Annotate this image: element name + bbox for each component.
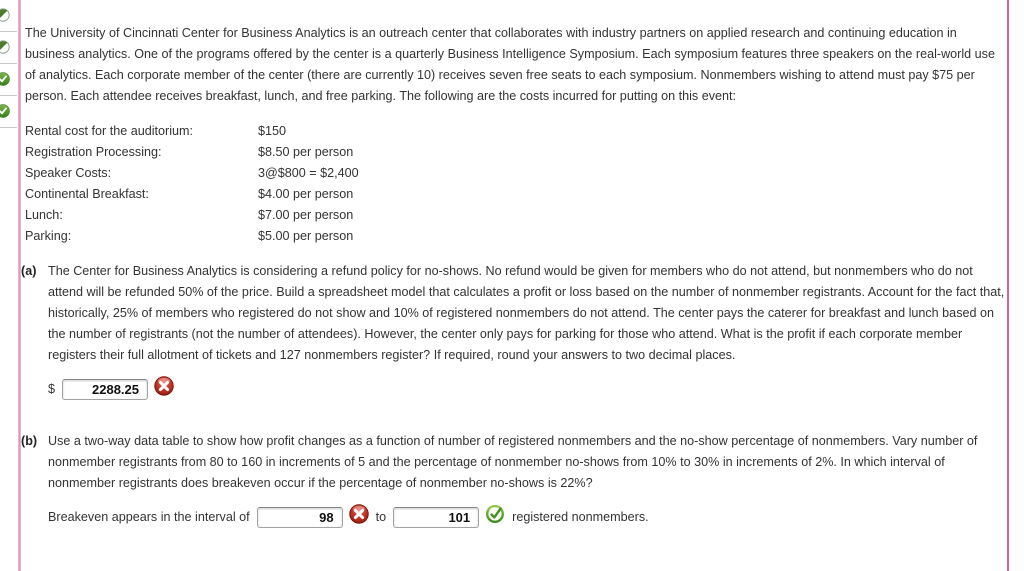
incorrect-icon: [154, 376, 174, 396]
currency-prefix: $: [48, 382, 56, 396]
status-item-2[interactable]: [0, 32, 17, 64]
cost-value: $150: [258, 124, 287, 138]
cost-label: Parking:: [25, 229, 72, 243]
part-b: [21, 431, 1006, 494]
breakeven-prefix: Breakeven appears in the interval of: [48, 510, 250, 524]
status-item-3[interactable]: [0, 64, 17, 96]
breakeven-lower-input[interactable]: [257, 507, 343, 528]
question-content: [21, 0, 1006, 528]
incorrect-icon: [349, 504, 369, 524]
cost-value: 3@$800 = $2,400: [258, 166, 359, 180]
interval-connector: to: [375, 510, 387, 524]
cost-value: $8.50 per person: [258, 145, 354, 159]
breakeven-suffix: registered nonmembers.: [512, 510, 649, 524]
cost-row: [25, 184, 1006, 205]
partial-credit-icon: [0, 8, 10, 22]
cost-row: [25, 226, 1006, 247]
cost-row: [25, 163, 1006, 184]
part-a: [21, 261, 1006, 366]
part-b-label: (b): [21, 434, 38, 448]
cost-row: [25, 205, 1006, 226]
part-a-label: (a): [21, 264, 37, 278]
part-b-text: Use a two-way data table to show how profit changes as a function of number of registered nonmembers and the no-show percentage of nonmembers. Vary number of nonmember registrants from 80 to 160 in increments of 5 and the percentage of nonmember no-shows from 10% to 30% in increments of 2%. In which interval of nonmember registrants does breakeven occur if the percentage of nonmember no-shows is 22%?: [48, 434, 978, 490]
part-b-answer-row: [48, 507, 1006, 528]
cost-value: $4.00 per person: [258, 187, 354, 201]
cost-label: Registration Processing:: [25, 145, 162, 159]
cost-label: Continental Breakfast:: [25, 187, 149, 201]
status-item-4[interactable]: [0, 96, 17, 128]
right-pink-rule: [1007, 0, 1009, 571]
cost-table: [25, 121, 1006, 247]
cost-label: Rental cost for the auditorium:: [25, 124, 193, 138]
status-item-1[interactable]: [0, 0, 17, 32]
cost-label: Lunch:: [25, 208, 63, 222]
question-status-rail: [0, 0, 17, 128]
partial-credit-icon: [0, 40, 10, 54]
correct-icon: [0, 104, 10, 118]
cost-label: Speaker Costs:: [25, 166, 112, 180]
cost-row: [25, 142, 1006, 163]
cost-value: $7.00 per person: [258, 208, 354, 222]
cost-row: [25, 121, 1006, 142]
part-a-answer-input[interactable]: [62, 379, 148, 400]
problem-intro: The University of Cincinnati Center for Business Analytics is an outreach center that collaborates with industry partners on applied research and continuing education in business analytics. One of the programs offered by the center is a quarterly Business Intelligence Symposium. Each symposium features three speakers on the real-world use of analytics. Each corporate member of the center (there are currently 10) receives seven free seats to each symposium. Nonmembers wishing to attend must pay $75 per person. Each attendee receives breakfast, lunch, and free parking. The following are the costs incurred for putting on this event:: [25, 26, 995, 103]
correct-icon: [485, 504, 505, 524]
correct-icon: [0, 72, 10, 86]
cost-value: $5.00 per person: [258, 229, 354, 243]
part-a-answer-row: [48, 379, 1006, 400]
part-a-text: The Center for Business Analytics is considering a refund policy for no-shows. No refund would be given for members who do not attend, but nonmembers who do not attend will be refunded 50% of the price. Build a spreadsheet model that calculates a profit or loss based on the number of nonmember registrants. Account for the fact that, historically, 25% of members who registered do not show and 10% of registered nonmembers do not attend. The center pays the caterer for breakfast and lunch based on the number of registrants (not the number of attendees). However, the center only pays for parking for those who attend. What is the profit if each corporate member registers their full allotment of tickets and 127 nonmembers register? If required, round your answers to two decimal places.: [48, 264, 1005, 362]
breakeven-upper-input[interactable]: [393, 507, 479, 528]
